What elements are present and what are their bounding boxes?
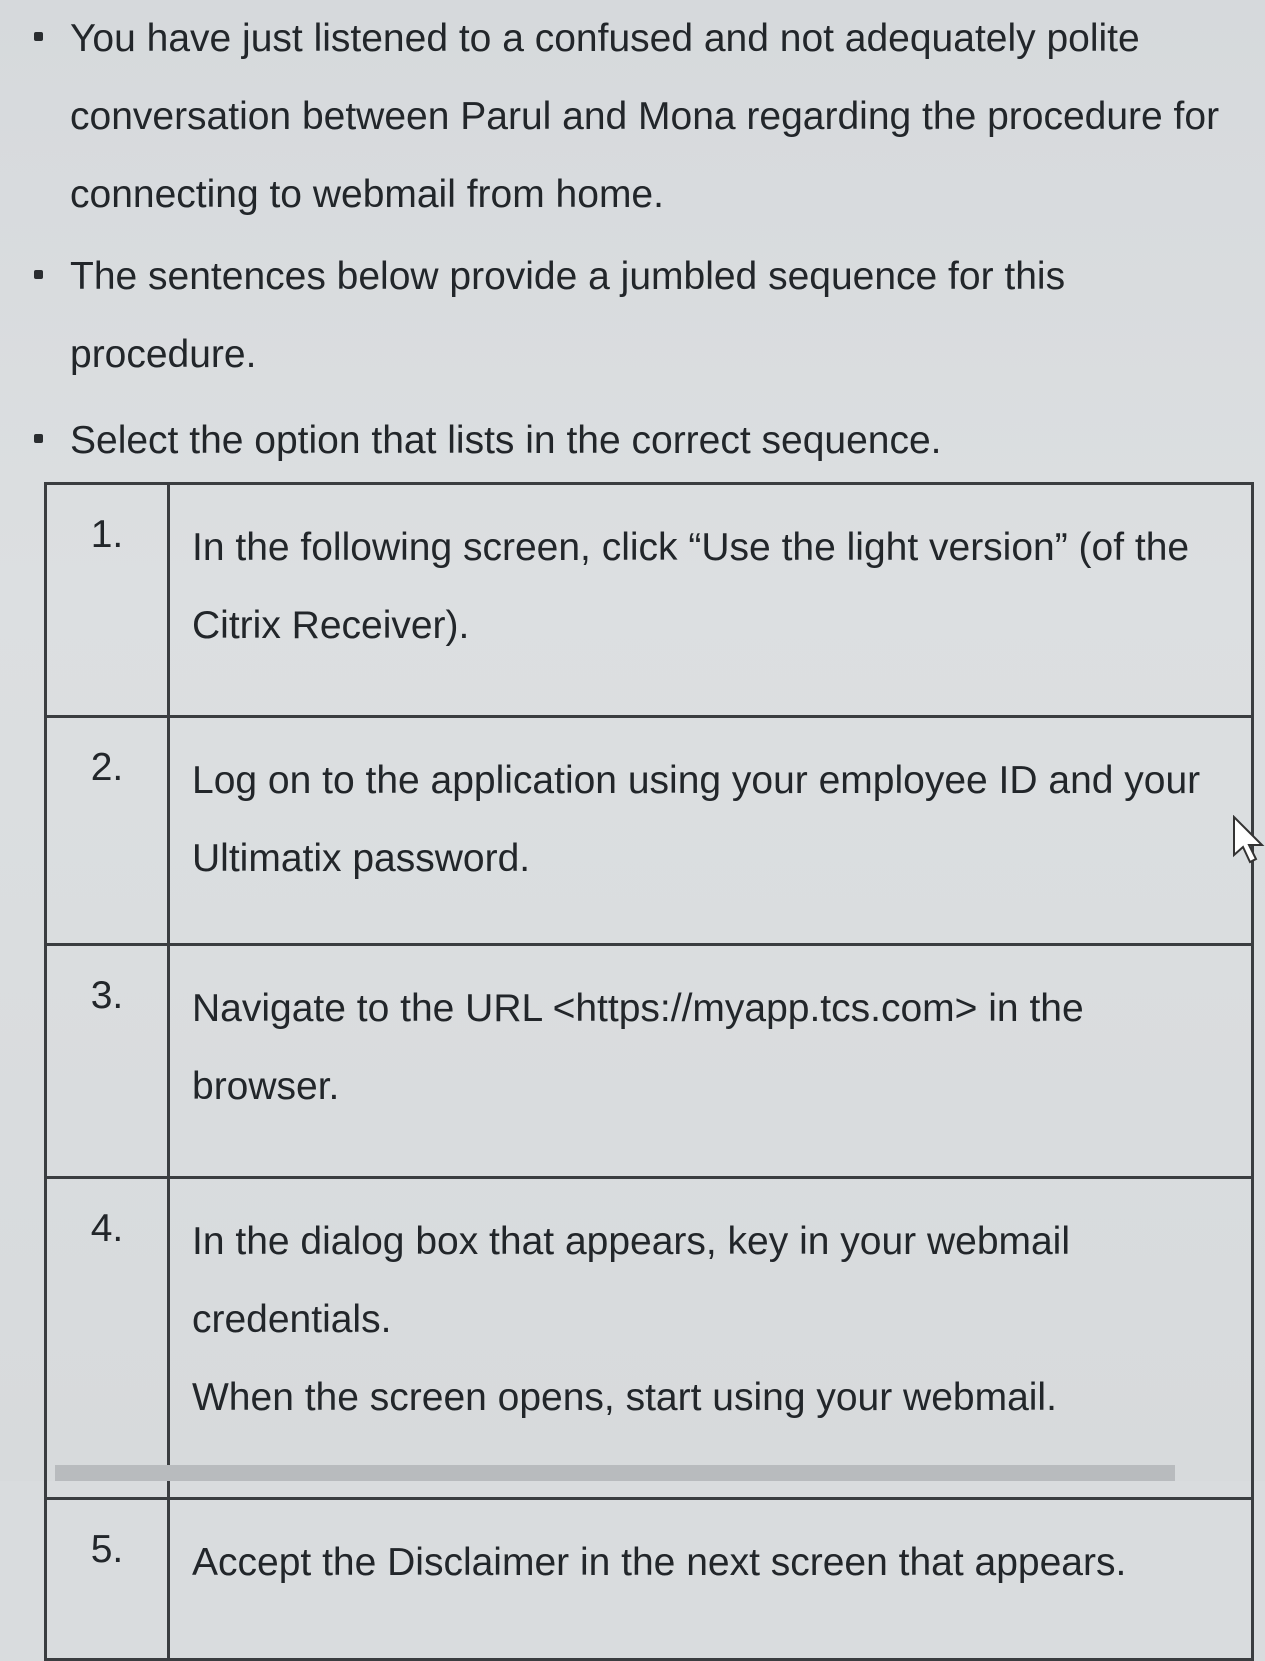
table-row	[46, 945, 1253, 1178]
step-text: Accept the Disclaimer in the next screen that appears.	[169, 1499, 1253, 1660]
step-number: 3.	[46, 945, 169, 1178]
step-number: 2.	[46, 717, 169, 945]
step-text: Log on to the application using your employee ID and your Ultimatix password.	[169, 717, 1253, 945]
bullet-item	[70, 402, 1240, 480]
step-number: 4.	[46, 1178, 169, 1499]
step-text: In the dialog box that appears, key in your webmail credentials.	[192, 1220, 1071, 1341]
table-row	[46, 1178, 1253, 1499]
steps-table	[44, 482, 1254, 1661]
bullet-text: You have just listened to a confused and not adequately polite conversation between Parul and Mona regarding the procedure for connecting to webmail from home.	[70, 17, 1220, 216]
bullet-item	[70, 238, 1240, 394]
step-number: 5.	[46, 1499, 169, 1660]
step-number: 1.	[46, 484, 169, 717]
step-text-cell	[169, 1178, 1253, 1499]
mouse-pointer-icon	[1232, 815, 1265, 865]
scrollbar[interactable]	[55, 1465, 1175, 1481]
table-row	[46, 1499, 1253, 1660]
bullet-dot-icon	[34, 434, 43, 443]
bullet-text: Select the option that lists in the correct sequence.	[70, 419, 942, 462]
bullet-dot-icon	[34, 270, 43, 279]
bullet-item	[70, 0, 1240, 234]
step-text-continued: When the screen opens, start using your webmail.	[192, 1376, 1057, 1419]
step-text: In the following screen, click “Use the light version” (of the Citrix Receiver).	[169, 484, 1253, 717]
step-text: Navigate to the URL <https://myapp.tcs.com> in the browser.	[169, 945, 1253, 1178]
table-row	[46, 484, 1253, 717]
bullet-dot-icon	[34, 32, 43, 41]
table-row	[46, 717, 1253, 945]
bullet-text: The sentences below provide a jumbled sequence for this procedure.	[70, 255, 1066, 376]
